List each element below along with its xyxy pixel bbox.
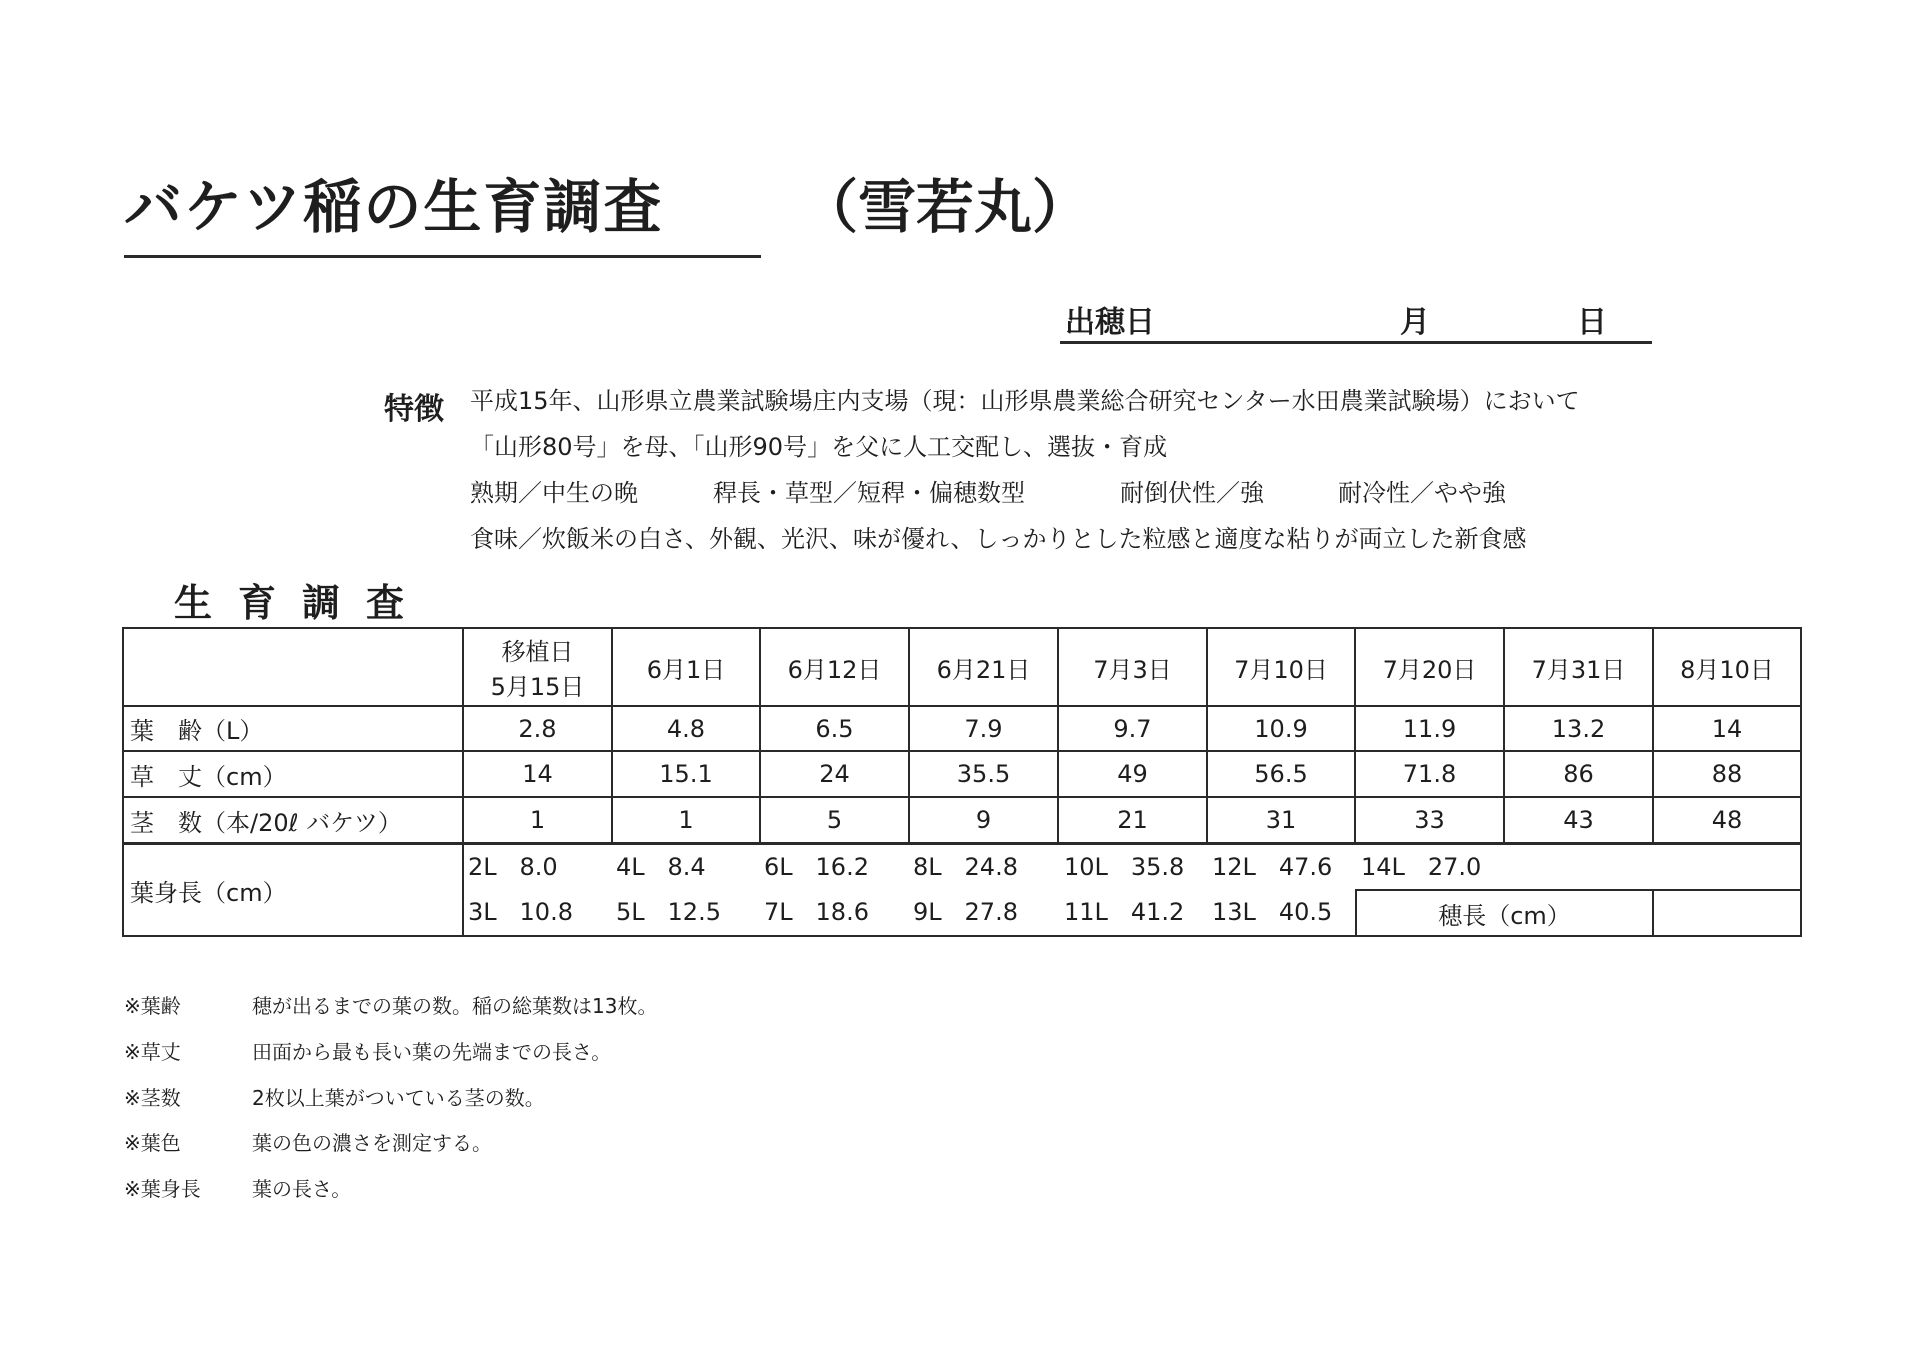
- note-term: ※茎数: [124, 1086, 181, 1110]
- leaf-number: 9L: [913, 898, 942, 926]
- table-header-row: [123, 628, 1801, 706]
- header-cell: 6月12日: [760, 628, 909, 706]
- table-cell: 9.7: [1058, 706, 1207, 751]
- leaf-row-1: [123, 844, 1801, 890]
- features-maturity: 熟期／中生の晩: [470, 479, 638, 507]
- note-term: ※葉齢: [124, 994, 181, 1018]
- table-cell: 5: [760, 797, 909, 843]
- table-row: [123, 797, 1801, 843]
- heading-day-label: 日: [1577, 305, 1607, 340]
- features-line-1: 平成15年、山形県立農業試験場庄内支場（現：山形県農業総合研究センター水田農業試験場）において: [470, 387, 1580, 415]
- note-item: [124, 1173, 351, 1202]
- note-text: 葉の色の濃さを測定する。: [252, 1131, 492, 1155]
- table-cell: 14: [1653, 706, 1801, 751]
- leaf-value: 40.5: [1278, 898, 1333, 926]
- header-cell: 7月10日: [1207, 628, 1355, 706]
- table-cell: 71.8: [1355, 751, 1504, 797]
- leaf-number: 3L: [468, 898, 497, 926]
- panicle-length-label: 穂長（cm）: [1356, 890, 1653, 936]
- leaf-number: 14L: [1361, 853, 1405, 881]
- header-cell: 8月10日: [1653, 628, 1801, 706]
- heading-underline: [1060, 341, 1652, 344]
- header-cell: 7月31日: [1504, 628, 1653, 706]
- row-label: 葉 齢（L）: [123, 706, 463, 751]
- leaf-value: 10.8: [519, 898, 573, 926]
- row-label: 茎 数（本/20ℓ バケツ）: [123, 797, 463, 843]
- note-text: 穂が出るまでの葉の数。稲の総葉数は13枚。: [252, 994, 658, 1018]
- heading-date-row: [1065, 297, 1655, 340]
- table-cell: 33: [1355, 797, 1504, 843]
- table-cell: 24: [760, 751, 909, 797]
- header-cell: 7月20日: [1355, 628, 1504, 706]
- features-cold: 耐冷性／やや強: [1338, 479, 1506, 507]
- table-cell: 1: [463, 797, 612, 843]
- leaf-value: 35.8: [1130, 853, 1185, 881]
- leaf-value: 27.0: [1427, 853, 1482, 881]
- table-cell: 10.9: [1207, 706, 1355, 751]
- features-line-taste: 食味／炊飯米の白さ、外観、光沢、味が優れ、しっかりとした粒感と適度な粘りが両立した新食感: [470, 525, 1527, 553]
- table-cell: 4.8: [612, 706, 760, 751]
- page-subtitle: （雪若丸）: [800, 173, 1091, 241]
- leaf-values-row-2: [463, 890, 1356, 936]
- leaf-value: 24.8: [964, 853, 1018, 881]
- note-item: [124, 1127, 492, 1156]
- leaf-number: 8L: [913, 853, 942, 881]
- features-label: 特徴: [384, 392, 444, 427]
- note-term: ※草丈: [124, 1040, 181, 1064]
- note-text: 2枚以上葉がついている茎の数。: [252, 1086, 545, 1110]
- note-text: 葉の長さ。: [252, 1177, 352, 1201]
- panicle-length-value[interactable]: [1653, 890, 1801, 936]
- header-bottom-text: 5月15日: [490, 673, 585, 701]
- table-cell: 49: [1058, 751, 1207, 797]
- features-culm: 稈長・草型／短稈・偏穂数型: [713, 479, 1025, 507]
- title-underline: [124, 255, 761, 258]
- table-cell: 21: [1058, 797, 1207, 843]
- leaf-value: 16.2: [815, 853, 869, 881]
- growth-table: [122, 627, 1802, 844]
- table-cell: 2.8: [463, 706, 612, 751]
- leaf-values-row-1: [463, 844, 1801, 890]
- leaf-value: 12.5: [667, 898, 721, 926]
- table-cell: 7.9: [909, 706, 1058, 751]
- table-row: [123, 751, 1801, 797]
- table-cell: 48: [1653, 797, 1801, 843]
- table-cell: 9: [909, 797, 1058, 843]
- leaf-value: 18.6: [815, 898, 869, 926]
- table-cell: 86: [1504, 751, 1653, 797]
- leaf-length-table: [122, 843, 1802, 937]
- leaf-value: 8.4: [667, 853, 706, 881]
- leaf-number: 12L: [1212, 853, 1256, 881]
- note-item: [124, 1036, 611, 1065]
- table-cell: 56.5: [1207, 751, 1355, 797]
- features-line-2: 「山形80号」を母、「山形90号」を父に人工交配し、選抜・育成: [470, 433, 1168, 461]
- table-cell: 6.5: [760, 706, 909, 751]
- note-item: [124, 1082, 545, 1111]
- note-item: [124, 990, 657, 1019]
- header-cell: 6月1日: [612, 628, 760, 706]
- leaf-number: 5L: [616, 898, 645, 926]
- heading-date-label: 出穂日: [1065, 305, 1155, 340]
- table-row: [123, 706, 1801, 751]
- leaf-number: 7L: [764, 898, 793, 926]
- leaf-value: 8.0: [519, 853, 558, 881]
- table-cell: 88: [1653, 751, 1801, 797]
- table-cell: 31: [1207, 797, 1355, 843]
- header-blank-cell: [123, 628, 463, 706]
- header-top-text: 移植日: [501, 638, 574, 666]
- leaf-number: 11L: [1064, 898, 1108, 926]
- table-cell: 13.2: [1504, 706, 1653, 751]
- table-cell: 11.9: [1355, 706, 1504, 751]
- table-cell: 43: [1504, 797, 1653, 843]
- note-term: ※葉色: [124, 1131, 181, 1155]
- table-cell: 14: [463, 751, 612, 797]
- header-cell: [463, 628, 612, 706]
- leaf-number: 2L: [468, 853, 497, 881]
- leaf-value: 41.2: [1130, 898, 1185, 926]
- leaf-number: 6L: [764, 853, 793, 881]
- page-title: バケツ稲の生育調査: [124, 173, 664, 241]
- title-block: [124, 172, 764, 242]
- table-cell: 15.1: [612, 751, 760, 797]
- leaf-value: 47.6: [1278, 853, 1333, 881]
- row-label: 草 丈（cm）: [123, 751, 463, 797]
- leaf-number: 10L: [1064, 853, 1108, 881]
- leaf-number: 13L: [1212, 898, 1256, 926]
- leaf-value: 27.8: [964, 898, 1018, 926]
- table-cell: 35.5: [909, 751, 1058, 797]
- header-cell: 7月3日: [1058, 628, 1207, 706]
- header-cell: 6月21日: [909, 628, 1058, 706]
- leaf-length-label: 葉身長（cm）: [123, 844, 463, 936]
- heading-month-label: 月: [1400, 305, 1430, 340]
- note-text: 田面から最も長い葉の先端までの長さ。: [252, 1040, 612, 1064]
- table-cell: 1: [612, 797, 760, 843]
- note-term: ※葉身長: [124, 1177, 201, 1201]
- leaf-number: 4L: [616, 853, 645, 881]
- features-lodging: 耐倒伏性／強: [1120, 479, 1264, 507]
- section-title: 生育調査: [174, 581, 431, 625]
